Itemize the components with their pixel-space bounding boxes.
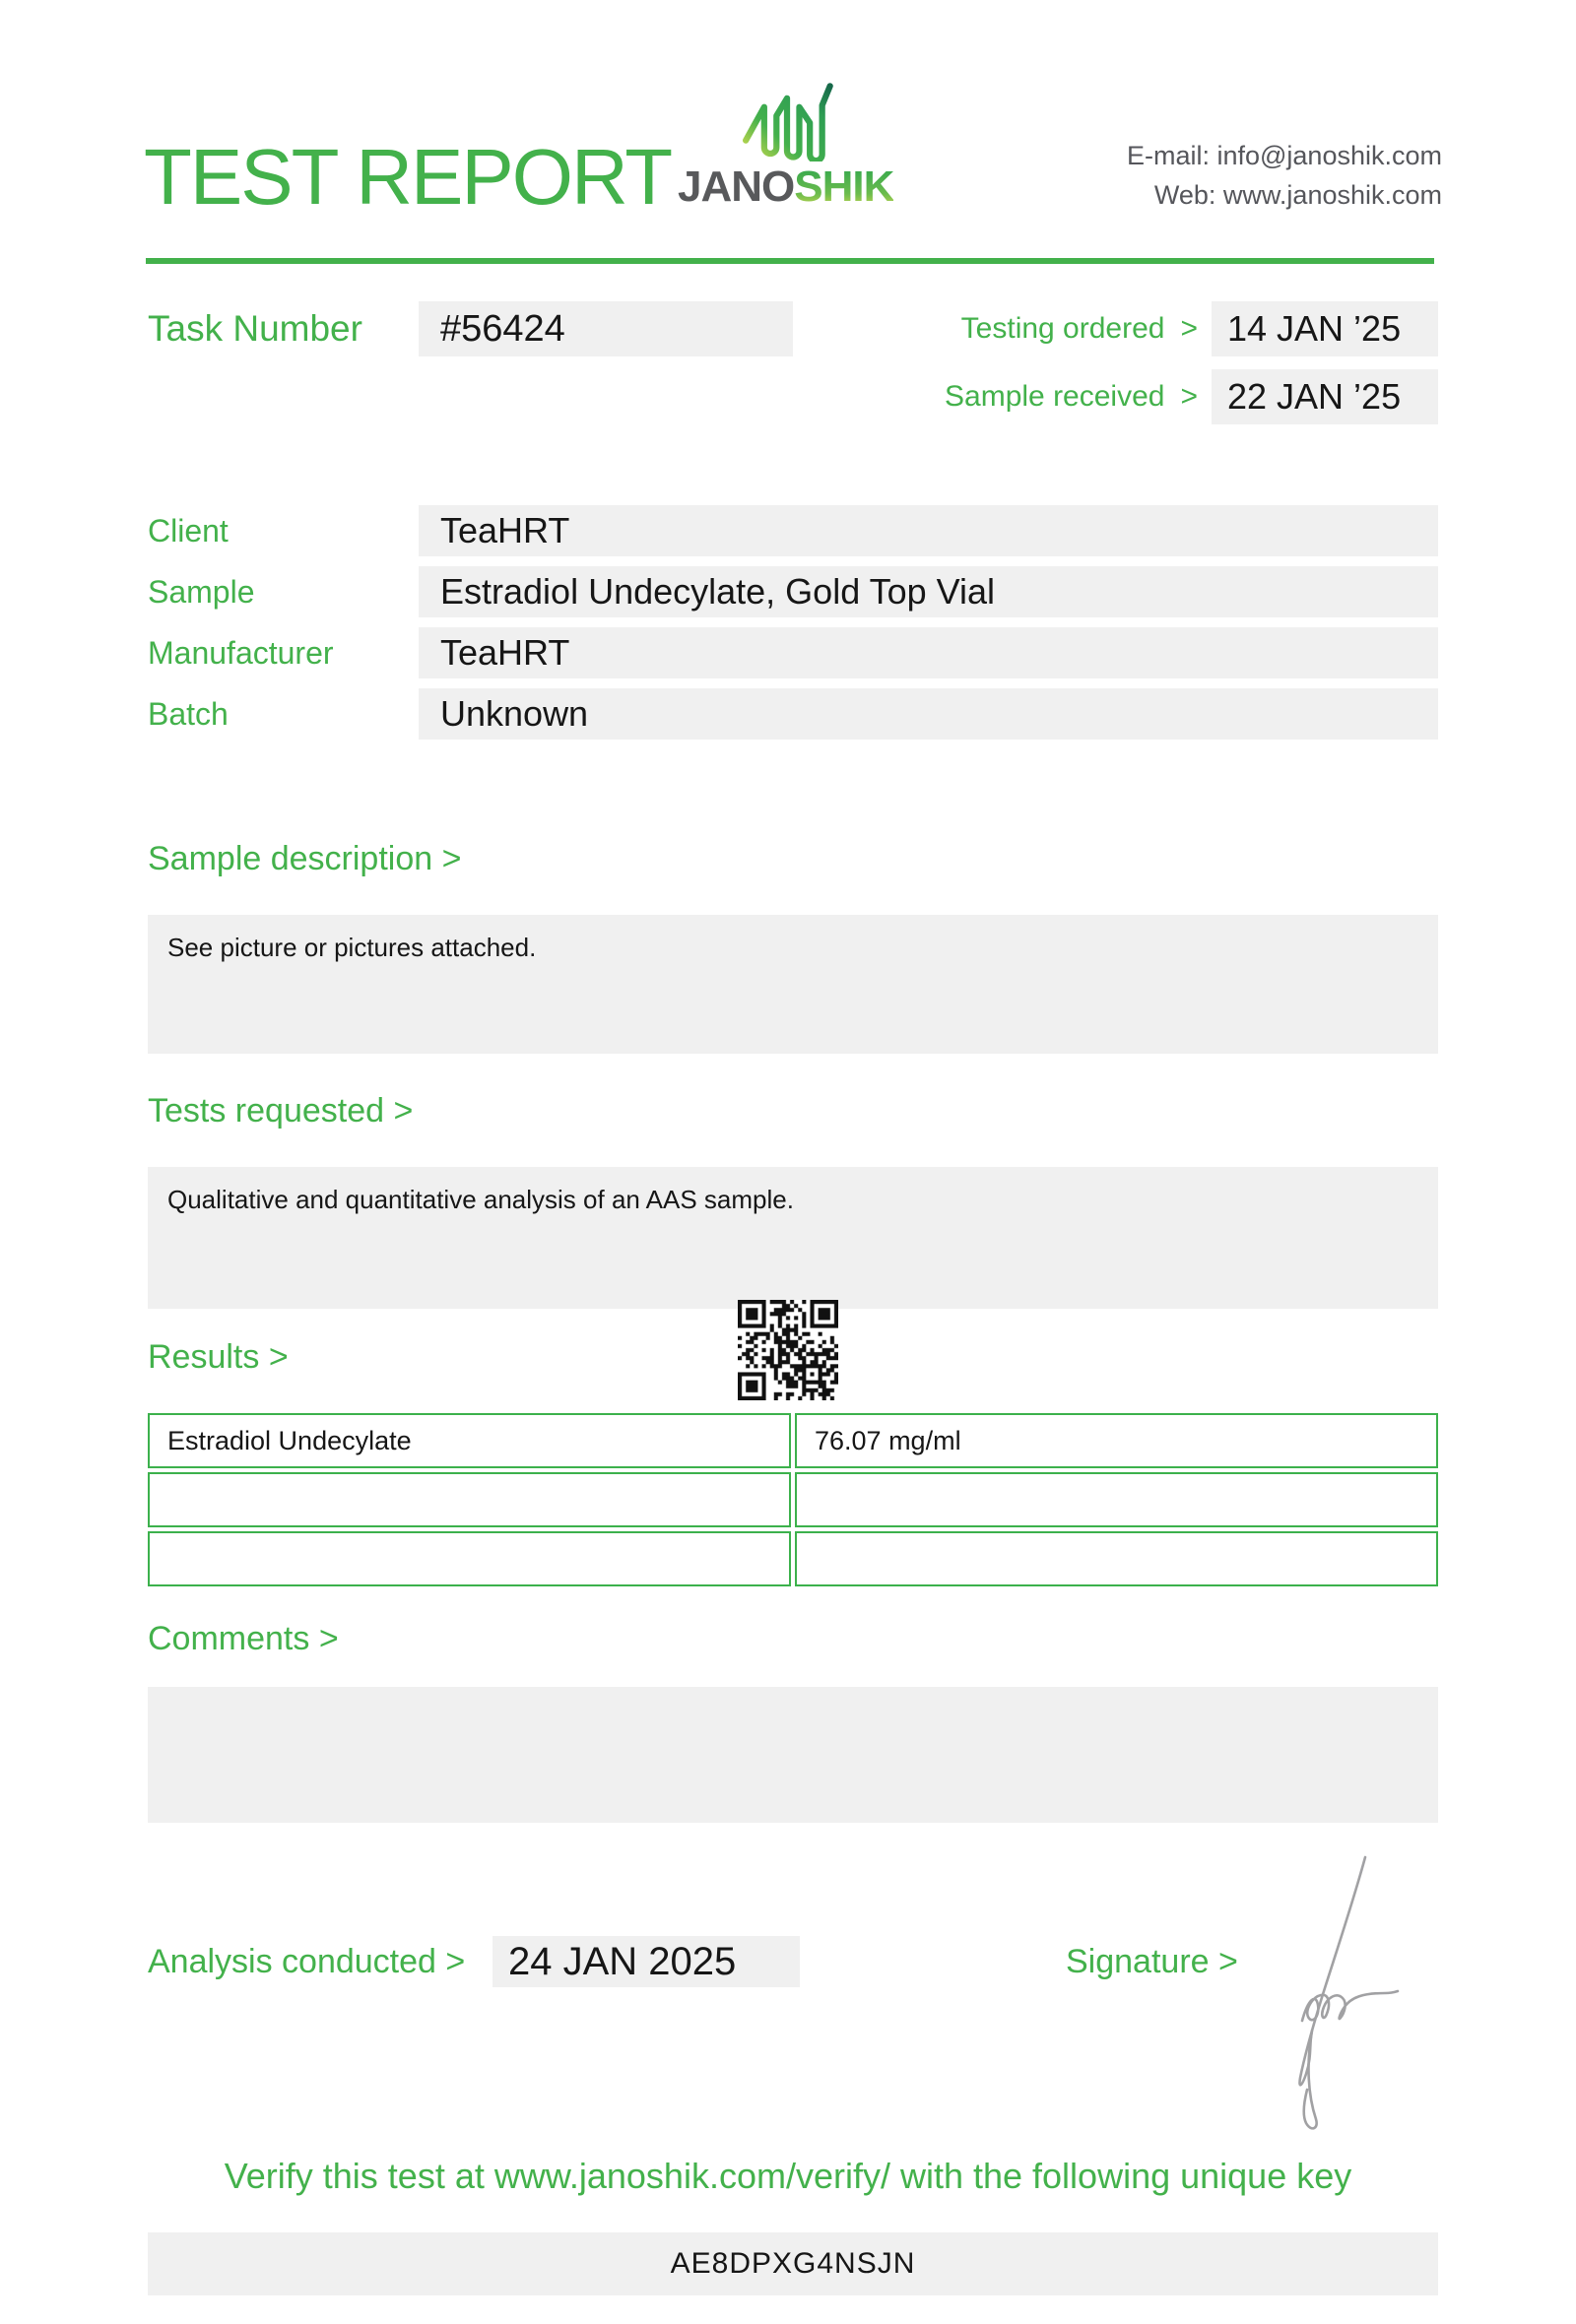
verify-instruction: Verify this test at www.janoshik.com/verify/ with the following unique key [224, 2156, 1352, 2196]
client-value: TeaHRT [419, 505, 1438, 556]
batch-value: Unknown [419, 688, 1438, 740]
testing-ordered-label: Testing ordered > [960, 312, 1198, 345]
header-divider [146, 258, 1434, 264]
analysis-date-value: 24 JAN 2025 [492, 1936, 800, 1987]
result-name-cell: Estradiol Undecylate [148, 1413, 791, 1468]
sample-description-heading: Sample description > [148, 840, 462, 877]
email-line: E-mail: info@janoshik.com [1126, 141, 1442, 170]
logo-wordmark [678, 163, 893, 211]
results-heading: Results > [148, 1338, 289, 1376]
result-value-cell: 76.07 mg/ml [795, 1413, 1438, 1468]
results-table [148, 1413, 1438, 1587]
manufacturer-value: TeaHRT [419, 627, 1438, 678]
tests-requested-body: Qualitative and quantitative analysis of an AAS sample. [148, 1167, 1438, 1309]
manufacturer-label: Manufacturer [148, 635, 334, 671]
client-label: Client [148, 513, 229, 549]
arrow-right-icon: > [1180, 312, 1198, 345]
sample-label: Sample [148, 574, 255, 610]
logo-text-jano: JANO [678, 162, 795, 211]
chart-growth-icon [739, 81, 835, 161]
page-title: TEST REPORT [144, 133, 672, 221]
comments-body [148, 1687, 1438, 1823]
sample-received-value: 22 JAN ’25 [1212, 369, 1438, 424]
sample-value: Estradiol Undecylate, Gold Top Vial [419, 566, 1438, 617]
analysis-conducted-label: Analysis conducted > [148, 1943, 466, 1980]
task-number-value: #56424 [419, 301, 793, 356]
signature-scribble [1249, 1838, 1446, 2133]
result-name-cell [148, 1531, 791, 1586]
sample-description-body: See picture or pictures attached. [148, 915, 1438, 1054]
contact-info [1127, 136, 1442, 215]
task-number-label: Task Number [148, 308, 362, 349]
tests-requested-heading: Tests requested > [148, 1092, 414, 1130]
signature-label: Signature > [1066, 1943, 1238, 1980]
logo-text-shik: SHIK [794, 162, 894, 211]
result-value-cell [795, 1472, 1438, 1527]
result-value-cell [795, 1531, 1438, 1586]
unique-key-value: AE8DPXG4NSJN [148, 2232, 1438, 2295]
arrow-right-icon: > [1180, 380, 1198, 413]
web-line: Web: www.janoshik.com [1153, 180, 1442, 210]
result-name-cell [148, 1472, 791, 1527]
qr-code [738, 1300, 838, 1400]
testing-ordered-value: 14 JAN ’25 [1212, 301, 1438, 356]
batch-label: Batch [148, 696, 229, 732]
sample-received-label: Sample received > [945, 380, 1198, 413]
comments-heading: Comments > [148, 1620, 339, 1657]
